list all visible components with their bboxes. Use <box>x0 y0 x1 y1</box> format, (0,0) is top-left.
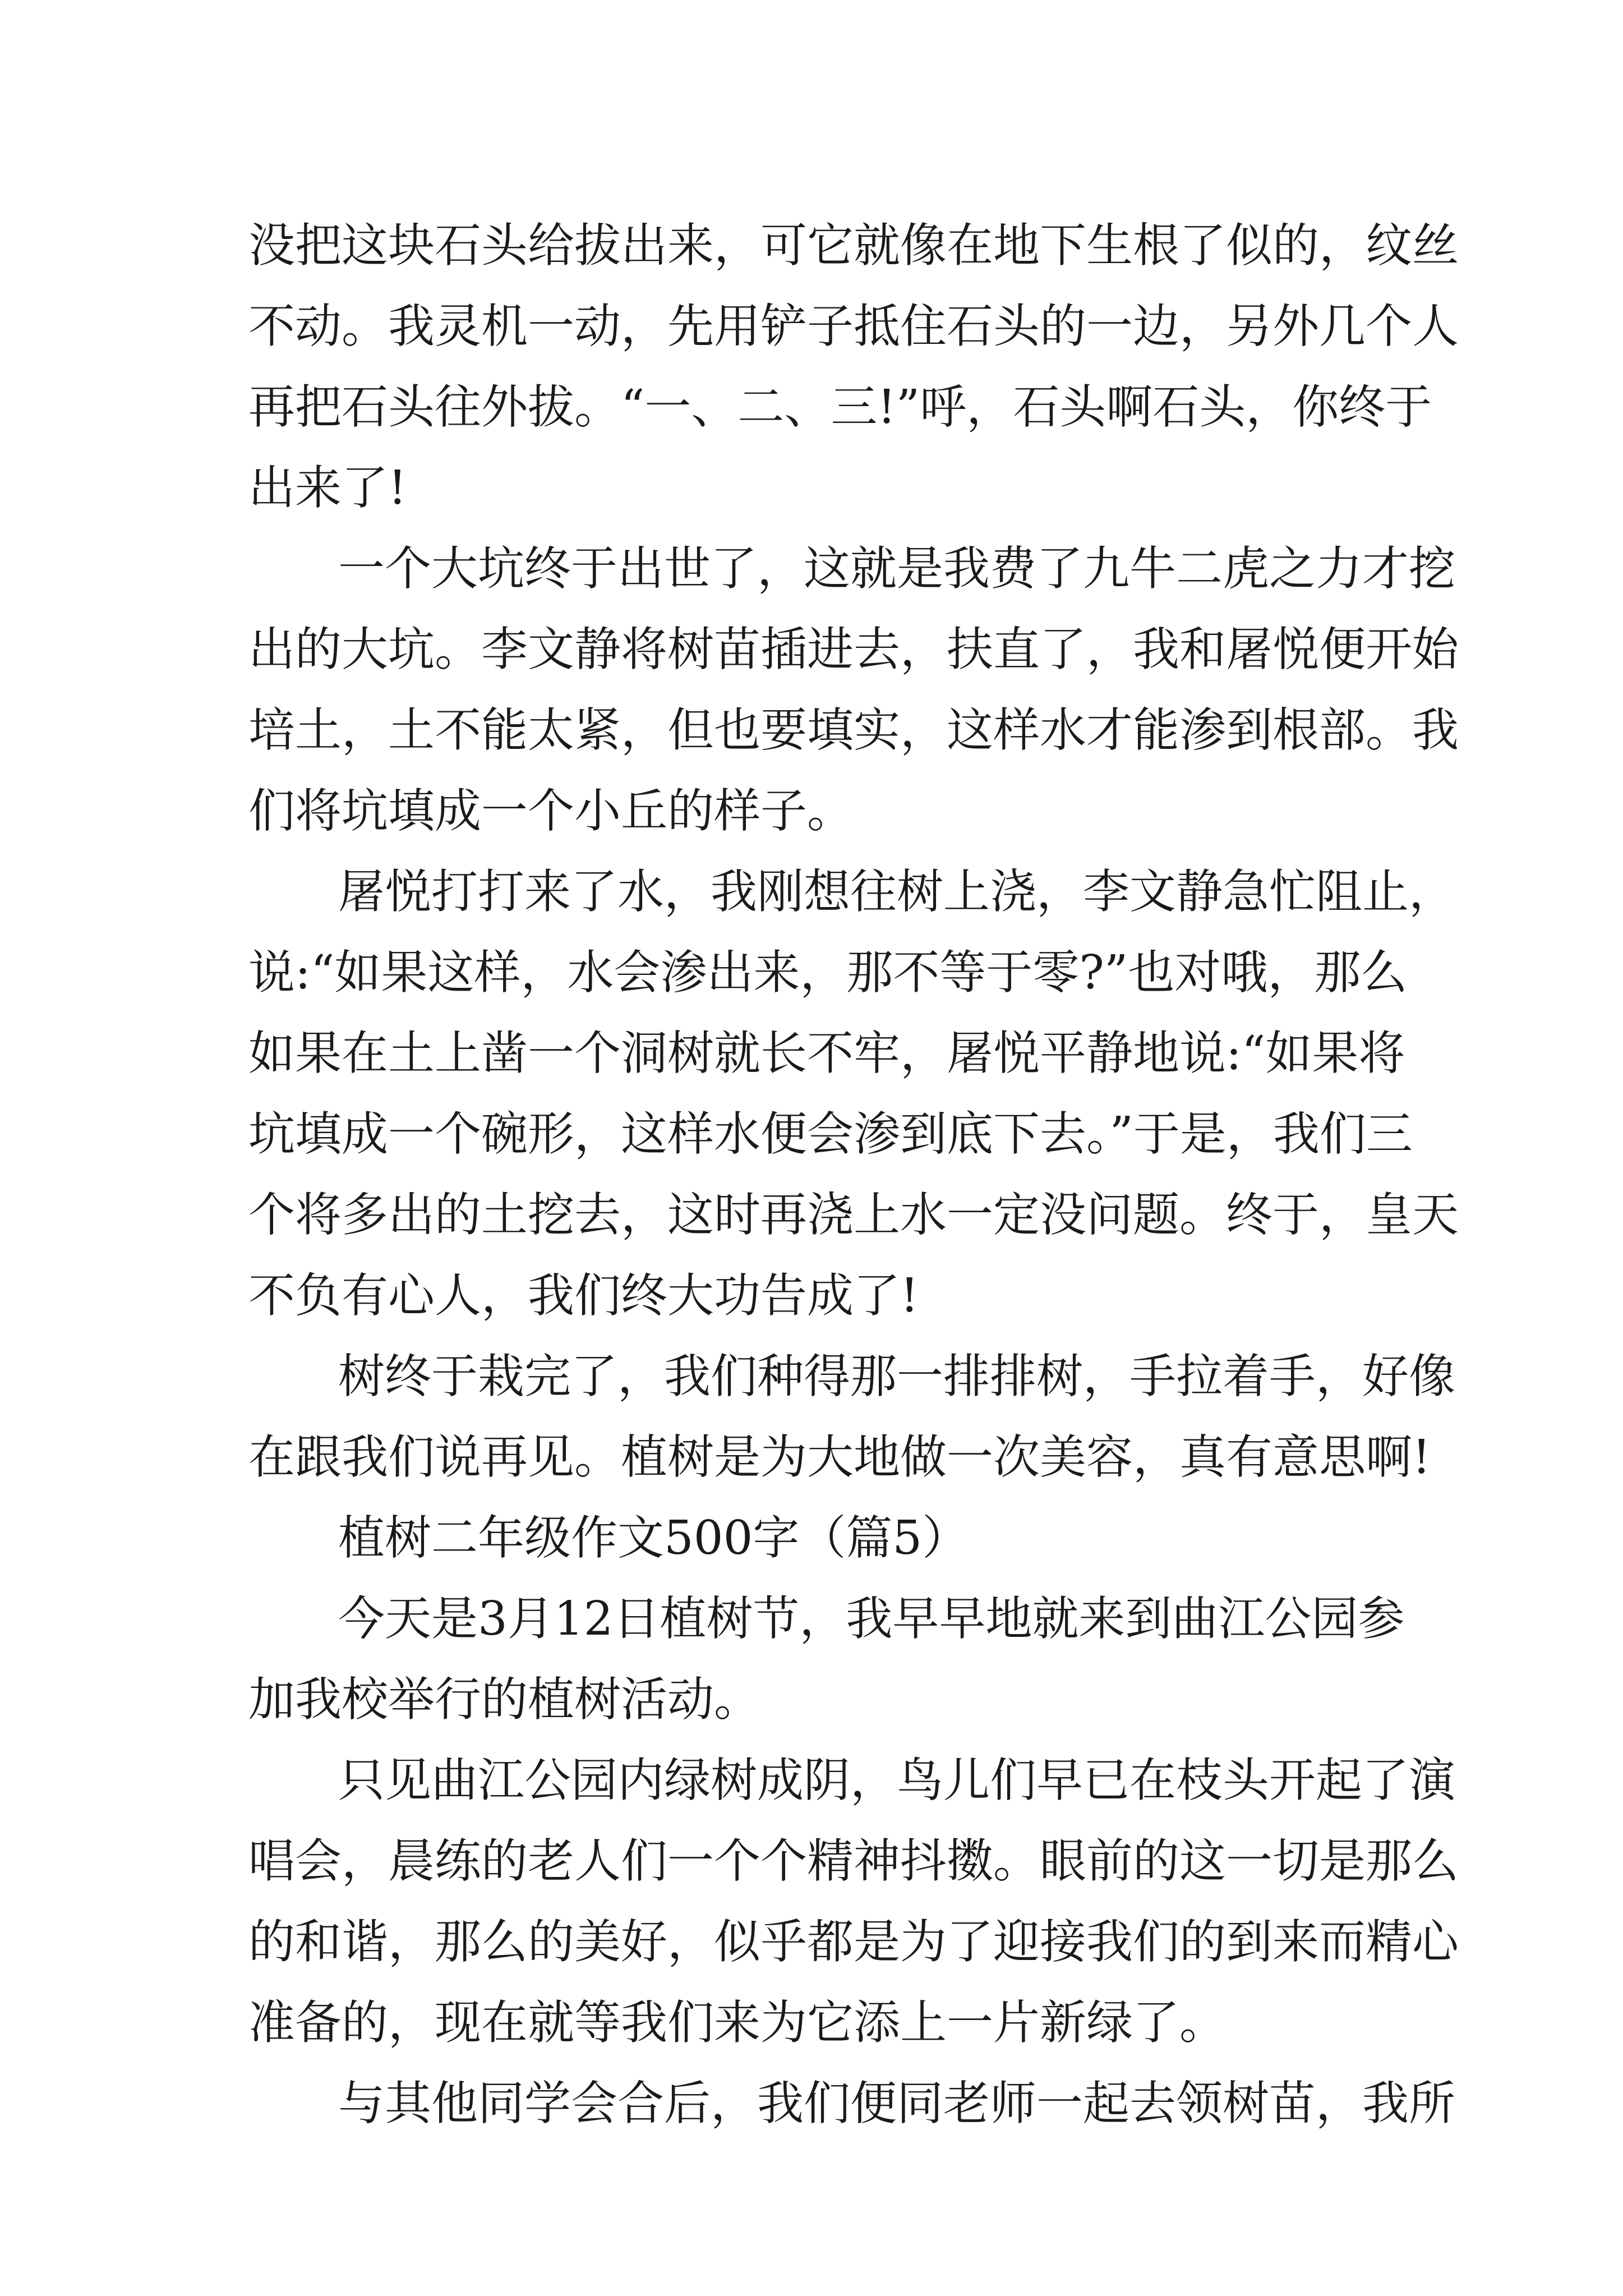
paragraph-line: 坑填成一个碗形，这样水便会渗到底下去。”于是，我们三 <box>248 1107 1413 1161</box>
paragraph-line: 今天是3月12日植树节，我早早地就来到曲江公园参 <box>338 1591 1405 1646</box>
paragraph-line: 的和谐，那么的美好，似乎都是为了迎接我们的到来而精心 <box>248 1915 1459 1969</box>
paragraph-line: 们将坑填成一个小丘的样子。 <box>248 784 854 838</box>
paragraph-line: 不动。我灵机一动，先用铲子抵住石头的一边，另外几个人 <box>248 299 1459 353</box>
paragraph-line: 屠悦打打来了水，我刚想往树上浇，李文静急忙阻止， <box>338 864 1455 919</box>
paragraph-line: 加我校举行的植树活动。 <box>248 1672 760 1727</box>
paragraph-line: 唱会，晨练的老人们一个个精神抖擞。眼前的这一切是那么 <box>248 1834 1459 1888</box>
paragraph-line: 出的大坑。李文静将树苗插进去，扶直了，我和屠悦便开始 <box>248 622 1459 677</box>
section-heading: 植树二年级作文500字（篇5） <box>338 1511 969 1565</box>
paragraph-line: 出来了! <box>248 461 407 515</box>
paragraph-line: 一个大坑终于出世了，这就是我费了九牛二虎之力才挖 <box>338 541 1455 596</box>
paragraph-line: 没把这块石头给拔出来，可它就像在地下生根了似的，纹丝 <box>248 218 1459 273</box>
paragraph-line: 个将多出的土挖去，这时再浇上水一定没问题。终于，皇天 <box>248 1188 1459 1242</box>
paragraph-line: 如果在土上凿一个洞树就长不牢，屠悦平静地说:“如果将 <box>248 1026 1405 1080</box>
paragraph-line: 只见曲江公园内绿树成阴，鸟儿们早已在枝头开起了演 <box>338 1753 1455 1807</box>
paragraph-line: 培土，土不能太紧，但也要填实，这样水才能渗到根部。我 <box>248 703 1459 757</box>
paragraph-line: 准备的，现在就等我们来为它添上一片新绿了。 <box>248 1995 1226 2050</box>
paragraph-line: 说:“如果这样，水会渗出来，那不等于零?”也对哦，那么 <box>248 945 1408 1000</box>
paragraph-line: 再把石头往外拔。“一、二、三!”呼，石头啊石头，你终于 <box>248 380 1432 434</box>
paragraph-line: 不负有心人，我们终大功告成了! <box>248 1268 919 1323</box>
paragraph-line: 与其他同学会合后，我们便同老师一起去领树苗，我所 <box>338 2076 1455 2131</box>
paragraph-line: 在跟我们说再见。植树是为大地做一次美容，真有意思啊! <box>248 1430 1431 1484</box>
paragraph-line: 树终于栽完了，我们种得那一排排树，手拉着手，好像 <box>338 1349 1455 1404</box>
